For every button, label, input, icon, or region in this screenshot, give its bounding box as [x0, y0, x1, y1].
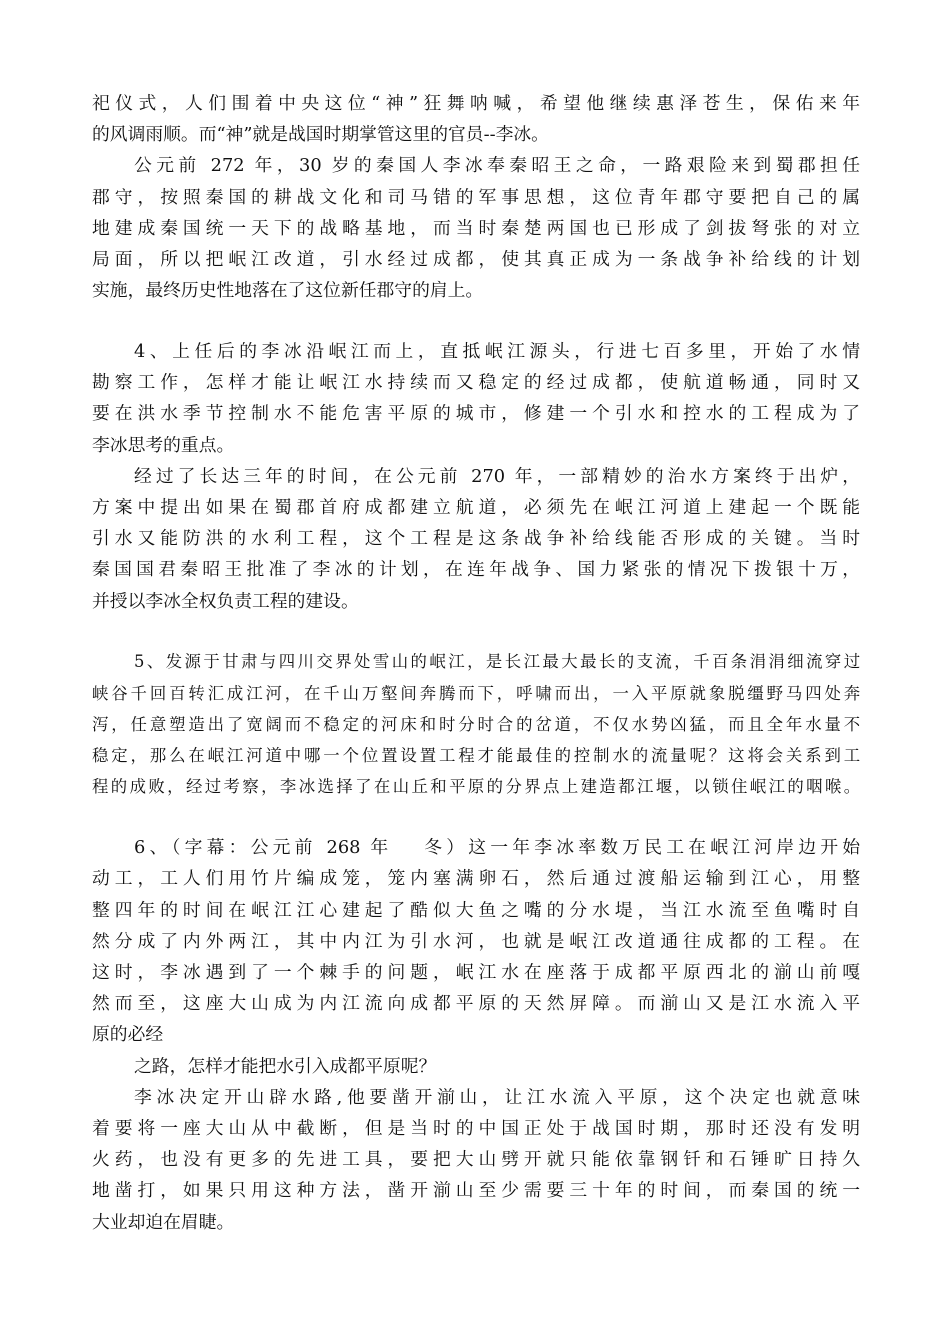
- text-line: 这时，李冰遇到了一个棘手的问题，岷江水在座落于成都平原西北的湔山前嘎: [92, 962, 860, 983]
- text-line: 经过了长达三年的时间，在公元前 270 年，一部精妙的治水方案终于出炉，: [134, 466, 860, 487]
- text-line: 勘察工作，怎样才能让岷江水持续而又稳定的经过成都，使航道畅通，同时又: [92, 372, 860, 393]
- text-line: 6、（字幕：公元前 268 年 冬）这一年李冰率数万民工在岷江河岸边开始: [134, 837, 860, 858]
- text-line: 泻，任意塑造出了宽阔而不稳定的河床和时分时合的岔道，不仅水势凶猛，而且全年水量不: [92, 715, 860, 734]
- text-line: 火药，也没有更多的先进工具，要把大山劈开就只能依靠钢钎和石锤旷日持久: [92, 1149, 860, 1170]
- text-line: 着要将一座大山从中截断，但是当时的中国正处于战国时期，那时还没有发明: [92, 1118, 860, 1139]
- text-line: 秦国国君秦昭王批准了李冰的计划，在连年战争、国力紧张的情况下拨银十万，: [92, 559, 860, 580]
- text-line: 动工，工人们用竹片编成笼，笼内塞满卵石，然后通过渡船运输到江心，用整: [92, 868, 860, 889]
- text-line: 要在洪水季节控制水不能危害平原的城市，修建一个引水和控水的工程成为了: [92, 403, 860, 424]
- text-line: 然而至，这座大山成为内江流向成都平原的天然屏障。而湔山又是江水流入平: [92, 993, 860, 1014]
- text-line: 引水又能防洪的水利工程，这个工程是这条战争补给线能否形成的关键。当时: [92, 528, 860, 549]
- text-line: 之路，怎样才能把水引入成都平原呢？: [134, 1056, 437, 1077]
- text-line: 峡谷千回百转汇成江河，在千山万壑间奔腾而下，呼啸而出，一入平原就象脱缰野马四处奔: [92, 684, 860, 703]
- text-line: 整四年的时间在岷江江心建起了酷似大鱼之嘴的分水堤，当江水流至鱼嘴时自: [92, 900, 860, 921]
- text-line: 原的必经: [92, 1024, 164, 1045]
- text-line: 地凿打，如果只用这种方法，凿开湔山至少需要三十年的时间，而秦国的统一: [92, 1180, 860, 1201]
- text-line: 局面，所以把岷江改道，引水经过成都，使其真正成为一条战争补给线的计划: [92, 249, 860, 270]
- text-line: 的风调雨顺。而“神”就是战国时期掌管这里的官员--李冰。: [92, 124, 549, 145]
- text-line: 然分成了内外两江，其中内江为引水河，也就是岷江改道通往成都的工程。在: [92, 931, 860, 952]
- text-line: 实施，最终历史性地落在了这位新任郡守的肩上。: [92, 280, 484, 301]
- text-line: 大业却迫在眉睫。: [92, 1212, 235, 1233]
- text-line: 祀仪式，人们围着中央这位“神”狂舞呐喊，希望他继续惠泽苍生，保佑来年: [92, 93, 860, 114]
- text-line: 公元前 272 年，30 岁的秦国人李冰奉秦昭王之命，一路艰险来到蜀郡担任: [134, 155, 860, 176]
- text-line: 地建成秦国统一天下的战略基地，而当时秦楚两国也已形成了剑拔弩张的对立: [92, 218, 860, 239]
- text-line: 程的成败，经过考察，李冰选择了在山丘和平原的分界点上建造都江堰，以锁住岷江的咽喉。: [92, 777, 860, 796]
- text-line: 方案中提出如果在蜀郡首府成都建立航道，必须先在岷江河道上建起一个既能: [92, 497, 860, 518]
- text-line: 李冰思考的重点。: [92, 435, 235, 456]
- text-line: 4、上任后的李冰沿岷江而上，直抵岷江源头，行进七百多里，开始了水情: [134, 341, 860, 362]
- text-line: 并授以李冰全权负责工程的建设。: [92, 591, 359, 612]
- text-line: 郡守，按照秦国的耕战文化和司马错的军事思想，这位青年郡守要把自己的属: [92, 187, 860, 208]
- text-line: 稳定，那么在岷江河道中哪一个位置设置工程才能最佳的控制水的流量呢？这将会关系到工: [92, 746, 860, 765]
- text-line: 5、发源于甘肃与四川交界处雪山的岷江，是长江最大最长的支流，千百条涓涓细流穿过: [134, 652, 860, 671]
- text-line: 李冰决定开山辟水路,他要凿开湔山，让江水流入平原，这个决定也就意味: [134, 1087, 860, 1108]
